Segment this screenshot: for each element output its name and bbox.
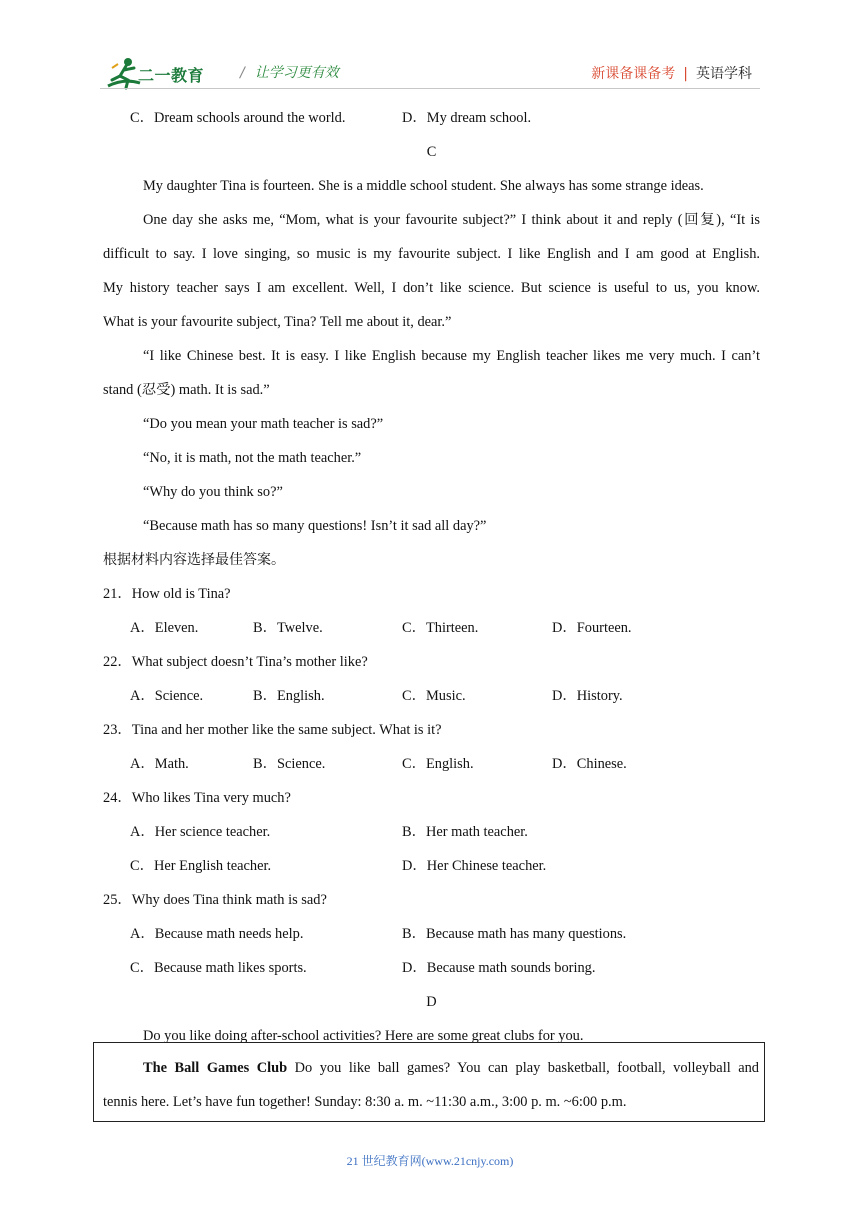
option-d: D．Fourteen. — [552, 620, 632, 636]
option-b: B．Science. — [253, 756, 326, 772]
paragraph-3-line: stand (忍受) math. It is sad.” — [103, 382, 270, 398]
club-info-box — [93, 1042, 765, 1122]
header-slogan — [240, 62, 339, 82]
section-title-d: D — [426, 994, 437, 1010]
option-c: C．Music. — [402, 688, 466, 704]
question-stem: 24．Who likes Tina very much? — [103, 790, 291, 806]
question-options — [103, 815, 760, 849]
paragraph-3-line: “I like Chinese best. It is easy. I like English because my English teacher likes me very much. I can’t — [143, 348, 760, 364]
option-d: D．My dream school. — [402, 110, 532, 126]
header-course-label: 新课备课备考 — [591, 66, 676, 82]
header-separator: | — [683, 66, 688, 82]
prev-question-options — [103, 101, 760, 135]
paragraph-2-line: difficult to say. I love singing, so music is my favourite subject. I like English and I am good at English. — [103, 246, 760, 262]
club-line-2: tennis here. Let’s have fun together! Sunday: 8:30 a. m. ~11:30 a.m., 3:00 p. m. ~6:00 p.m. — [103, 1094, 627, 1110]
dialogue-line: “Do you mean your math teacher is sad?” — [143, 416, 384, 432]
option-b: B．Twelve. — [253, 620, 323, 636]
header-subject — [591, 63, 752, 83]
question-options — [103, 849, 760, 883]
question-options — [103, 917, 760, 951]
option-c: C．Thirteen. — [402, 620, 479, 636]
question-options — [103, 679, 760, 713]
option-c: C．Because math likes sports. — [130, 960, 307, 976]
club-description — [103, 1051, 759, 1119]
option-b: B．English. — [253, 688, 325, 704]
option-a: A．Science. — [130, 688, 204, 704]
option-c: C．Her English teacher. — [130, 858, 272, 874]
page-header — [0, 0, 860, 95]
instruction: 根据材料内容选择最佳答案。 — [103, 552, 285, 568]
paragraph-1: My daughter Tina is fourteen. She is a middle school student. She always has some strange ideas. — [143, 178, 704, 194]
slogan-text: 让学习更有效 — [254, 65, 339, 81]
page-footer: 21 世纪教育网(www.21cnjy.com) — [346, 1154, 514, 1168]
paragraph-2-line: What is your favourite subject, Tina? Tell me about it, dear.” — [103, 314, 452, 330]
dialogue-line: “Because math has so many questions! Isn’t it sad all day?” — [143, 518, 487, 534]
option-b: B．Her math teacher. — [402, 824, 528, 840]
section-title-c: C — [426, 144, 437, 160]
paragraph-2-line: My history teacher says I am excellent. Well, I don’t like science. But science is useful to us, you know. — [103, 280, 760, 296]
dialogue-line: “No, it is math, not the math teacher.” — [143, 450, 362, 466]
slogan-slash: / — [240, 65, 245, 81]
club-line-1-text: Do you like ball games? You can play basketball, football, volleyball and — [287, 1060, 759, 1076]
option-c: C．English. — [402, 756, 474, 772]
option-b: B．Because math has many questions. — [402, 926, 627, 942]
header-divider — [100, 88, 760, 89]
option-c: C．Dream schools around the world. — [130, 110, 346, 126]
passage-d-intro: Do you like doing after-school activities? Here are some great clubs for you. — [143, 1028, 584, 1044]
logo-text: 二一教育 — [138, 66, 205, 85]
header-subject-label: 英语学科 — [696, 66, 752, 82]
question-stem: 22．What subject doesn’t Tina’s mother like? — [103, 654, 368, 670]
question-stem: 25．Why does Tina think math is sad? — [103, 892, 327, 908]
option-a: A．Math. — [130, 756, 189, 772]
option-d: D．Her Chinese teacher. — [402, 858, 547, 874]
question-stem: 21．How old is Tina? — [103, 586, 231, 602]
club-line-1 — [103, 1051, 759, 1085]
document-body — [103, 101, 760, 1053]
question-options — [103, 951, 760, 985]
option-d: D．Chinese. — [552, 756, 627, 772]
option-a: A．Eleven. — [130, 620, 199, 636]
question-options — [103, 747, 760, 781]
dialogue-line: “Why do you think so?” — [143, 484, 283, 500]
club-name: The Ball Games Club — [143, 1060, 288, 1076]
question-options — [103, 611, 760, 645]
question-stem: 23．Tina and her mother like the same subject. What is it? — [103, 722, 442, 738]
option-a: A．Because math needs help. — [130, 926, 304, 942]
paragraph-2-line: One day she asks me, “Mom, what is your favourite subject?” I think about it and reply (回复), “It is — [143, 212, 760, 228]
option-d: D．Because math sounds boring. — [402, 960, 596, 976]
option-d: D．History. — [552, 688, 623, 704]
option-a: A．Her science teacher. — [130, 824, 271, 840]
